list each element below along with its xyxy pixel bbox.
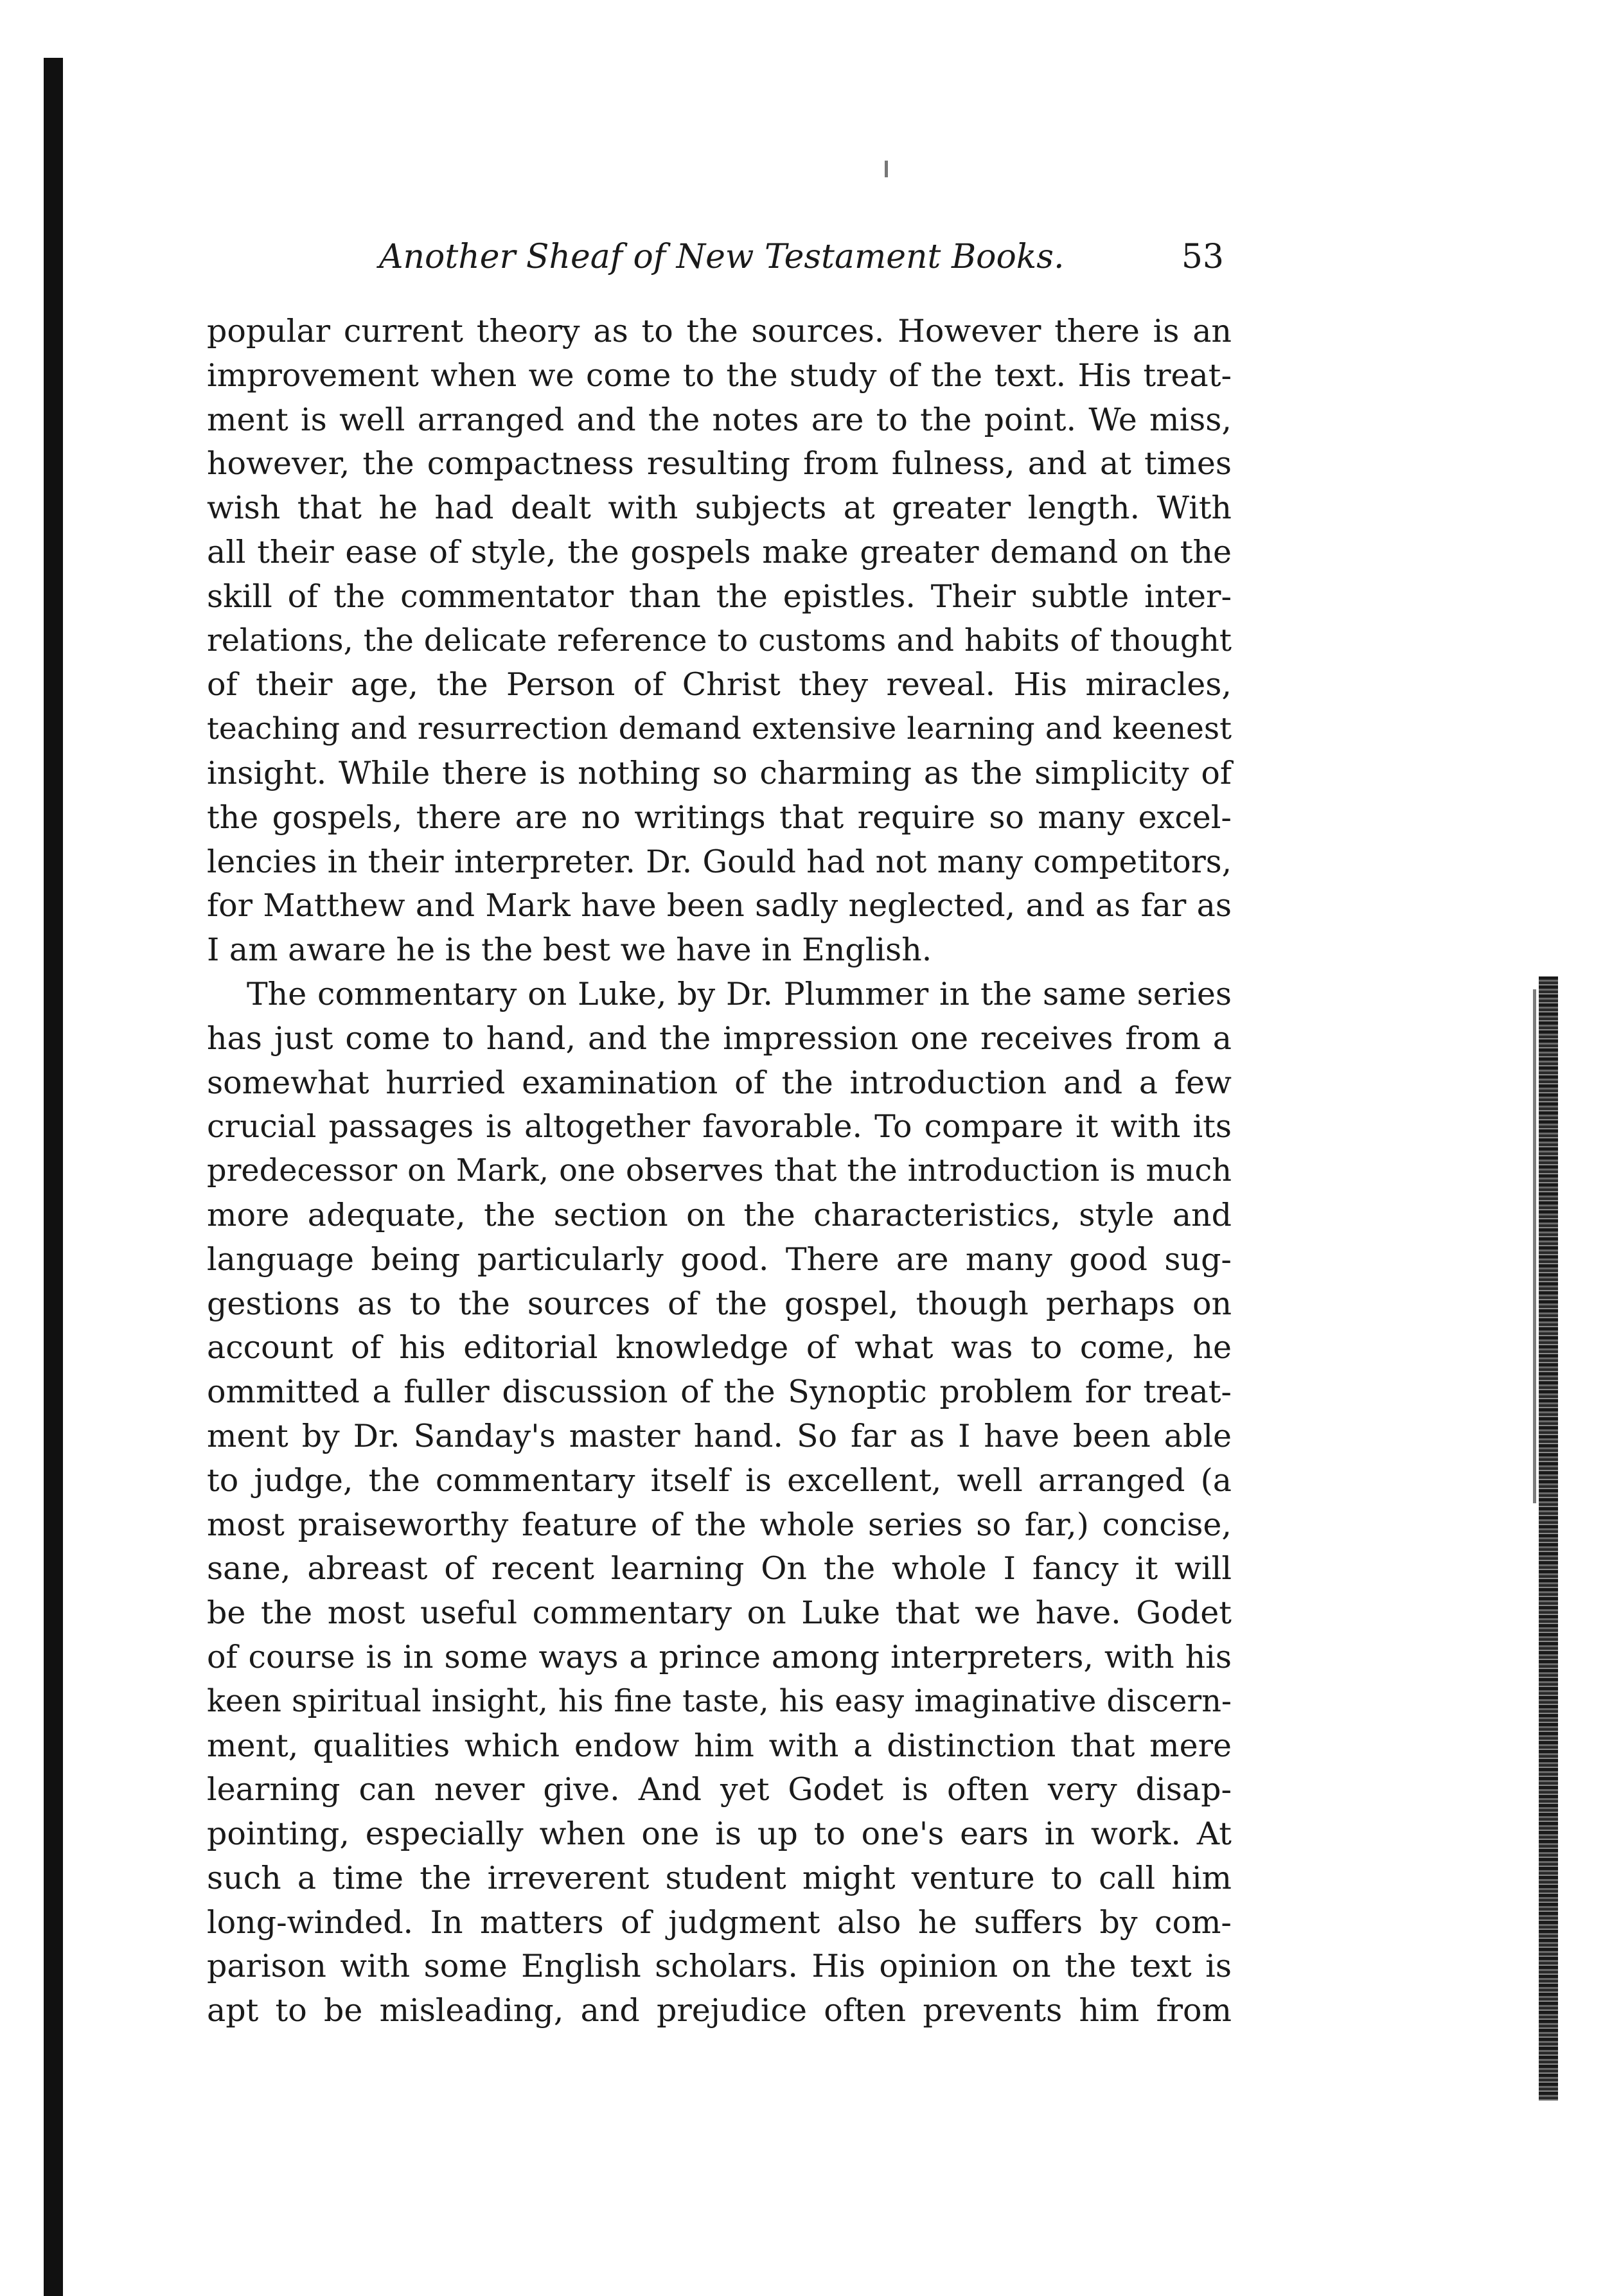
scan-speck (885, 161, 888, 177)
text-line: sane, abreast of recent learning On the whole I fancy it will (207, 1550, 1232, 1587)
text-line: be the most useful commentary on Luke that we have. Godet (207, 1594, 1232, 1632)
text-line: crucial passages is altogether favorable. To compare it with its (207, 1108, 1232, 1145)
text-line: skill of the commentator than the epistles. Their subtle inter- (207, 578, 1232, 615)
text-line: account of his editorial knowledge of what was to come, he (207, 1329, 1232, 1366)
text-line: more adequate, the section on the characteristics, style and (207, 1196, 1232, 1233)
paragraph-1 (207, 310, 1232, 973)
text-line: keen spiritual insight, his fine taste, his easy imaginative discern- (207, 1683, 1232, 1719)
binding-shadow-left (44, 58, 63, 2296)
text-line: language being particularly good. There are many good sug- (207, 1241, 1232, 1278)
scan-edge-right-thin (1533, 989, 1536, 1503)
text-line: gestions as to the sources of the gospel, though perhaps on (207, 1285, 1232, 1322)
text-line: to judge, the commentary itself is excellent, well arranged (a (207, 1461, 1232, 1499)
text-line: all their ease of style, the gospels make greater demand on the (207, 533, 1232, 570)
text-line: has just come to hand, and the impression one receives from a (207, 1020, 1232, 1057)
text-line: relations, the delicate reference to customs and habits of thought (207, 623, 1232, 658)
text-line: most praiseworthy feature of the whole series so far,) concise, (207, 1506, 1232, 1543)
text-line: I am aware he is the best we have in English. (207, 932, 932, 969)
text-line: for Matthew and Mark have been sadly neglected, and as far as (207, 887, 1232, 924)
text-line: insight. While there is nothing so charming as the simplicity of (207, 754, 1232, 791)
text-line: improvement when we come to the study of the text. His treat- (207, 357, 1232, 394)
text-line: predecessor on Mark, one observes that the introduction is much (207, 1153, 1232, 1189)
text-line: popular current theory as to the sources. However there is an (207, 313, 1232, 349)
body-text (207, 310, 1232, 2033)
scan-edge-right (1539, 976, 1558, 2101)
text-line: The commentary on Luke, by Dr. Plummer in the same series (247, 975, 1232, 1012)
text-line: teaching and resurrection demand extensive learning and keenest (207, 711, 1232, 747)
text-line: pointing, especially when one is up to one's ears in work. At (207, 1815, 1232, 1853)
text-line: such a time the irreverent student might venture to call him (207, 1859, 1232, 1896)
text-line: learning can never give. And yet Godet is often very disap- (207, 1771, 1232, 1808)
text-line: however, the compactness resulting from fulness, and at times (207, 445, 1232, 482)
text-line: apt to be misleading, and prejudice often prevents him from (207, 1992, 1232, 2029)
text-line: of their age, the Person of Christ they reveal. His miracles, (207, 666, 1232, 703)
page-number: 53 (1181, 238, 1224, 276)
text-line: ommitted a fuller discussion of the Synoptic problem for treat- (207, 1373, 1232, 1411)
text-line: ment by Dr. Sanday's master hand. So far as I have been able (207, 1417, 1232, 1454)
text-line: ment is well arranged and the notes are to the point. We miss, (207, 401, 1232, 438)
text-line: the gospels, there are no writings that require so many excel- (207, 799, 1232, 836)
text-line: ment, qualities which endow him with a distinction that mere (207, 1727, 1232, 1764)
text-line: lencies in their interpreter. Dr. Gould had not many competitors, (207, 843, 1232, 880)
running-title: Another Sheaf of New Testament Books. (379, 238, 1065, 276)
paragraph-2 (207, 973, 1232, 2033)
text-line: long-winded. In matters of judgment also he suffers by com- (207, 1903, 1232, 1941)
text-line: parison with some English scholars. His opinion on the text is (207, 1948, 1232, 1985)
text-line: of course is in some ways a prince among interpreters, with his (207, 1638, 1232, 1675)
text-line: somewhat hurried examination of the introduction and a few (207, 1064, 1232, 1101)
page-header (379, 236, 1224, 288)
text-line: wish that he had dealt with subjects at greater length. With (207, 490, 1232, 527)
